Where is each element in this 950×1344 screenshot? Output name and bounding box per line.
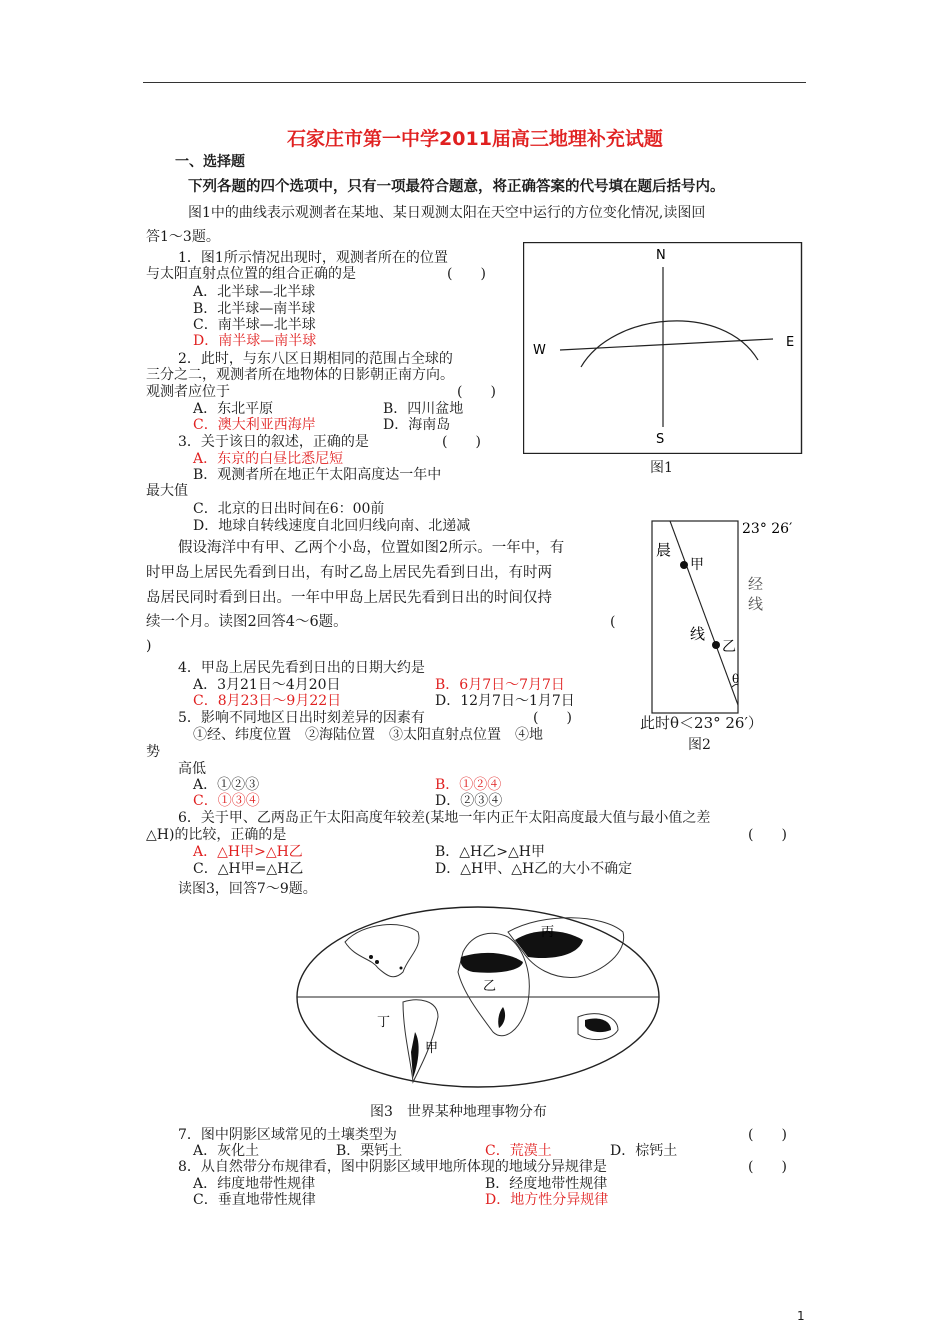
intro1-line1: 图1中的曲线表示观测者在某地、某日观测太阳在天空中运行的方位变化情况,读图回 <box>188 205 706 221</box>
fig1-south-label: S <box>656 432 665 447</box>
q2-line1: 2．此时，与东八区日期相同的范围占全球的 <box>178 351 453 367</box>
q3-option-b-line2: 最大值 <box>146 483 188 499</box>
q1-paren: ( ) <box>447 266 486 282</box>
q7-option-b: B．栗钙土 <box>336 1143 403 1159</box>
q6-option-d: D．△H甲、△H乙的大小不确定 <box>435 861 633 877</box>
q2-option-a: A．东北平原 <box>193 401 274 417</box>
fig1-east-label: E <box>786 335 795 350</box>
q6-line2: △H)的比较，正确的是 <box>146 827 287 843</box>
fig1-north-label: N <box>656 248 666 263</box>
q5-option-b: B．①②④ <box>435 777 502 793</box>
q5-option-c: C．①③④ <box>193 793 260 809</box>
figure-1 <box>523 242 803 454</box>
fig2-dawn-label: 晨 <box>656 541 672 559</box>
fig2-meridian-label-1: 经 <box>748 575 764 593</box>
q4-option-b: B．6月7日～7月7日 <box>435 677 565 693</box>
q7-option-a: A．灰化土 <box>193 1143 260 1159</box>
fig3-caption: 图3 世界某种地理事物分布 <box>370 1104 547 1120</box>
q8-paren: ( ) <box>748 1159 787 1175</box>
fig1-caption: 图1 <box>650 460 673 476</box>
q6-option-c: C．△H甲=△H乙 <box>193 861 304 877</box>
page-number: 1 <box>797 1309 805 1323</box>
q5-line4: 高低 <box>178 761 206 777</box>
q2-option-c: C．澳大利亚西海岸 <box>193 417 316 433</box>
q3-option-b-line1: B．观测者所在地正午太阳高度达一年中 <box>193 467 442 483</box>
q3-option-a: A．东京的白昼比悉尼短 <box>193 451 344 467</box>
header-rule <box>143 82 806 83</box>
intro2-line3: 岛居民同时看到日出。一年中甲岛上居民先看到日出的时间仅持 <box>146 590 552 606</box>
q5-line3: 势 <box>146 744 160 760</box>
q2-line2: 三分之二，观测者所在地物体的日影朝正南方向。 <box>146 367 454 383</box>
q3-paren: ( ) <box>442 434 481 450</box>
section-instruction: 下列各题的四个选项中，只有一项最符合题意，将正确答案的代号填在题后括号内。 <box>188 179 725 195</box>
fig3-yi-label: 乙 <box>483 979 497 994</box>
intro2-paren-close: ) <box>146 638 152 654</box>
q1-line1: 1．图1所示情况出现时，观测者所在的位置 <box>178 250 448 266</box>
q8-option-b: B．经度地带性规律 <box>485 1176 608 1192</box>
q5-paren: ( ) <box>533 710 572 726</box>
q2-paren: ( ) <box>457 384 496 400</box>
q7-option-c: C．荒漠土 <box>485 1143 552 1159</box>
q5-line1: 5．影响不同地区日出时刻差异的因素有 <box>178 710 425 726</box>
q4-option-c: C．8月23日～9月22日 <box>193 693 342 709</box>
q1-option-b: B．北半球—南半球 <box>193 301 316 317</box>
q4-option-d: D．12月7日～1月7日 <box>435 693 575 709</box>
intro2-line2: 时甲岛上居民先看到日出，有时乙岛上居民先看到日出，有时两 <box>146 565 552 581</box>
q2-line3: 观测者应位于 <box>146 384 230 400</box>
q2-option-d: D．海南岛 <box>383 417 451 433</box>
q8-option-a: A．纬度地带性规律 <box>193 1176 316 1192</box>
q6-paren: ( ) <box>748 827 787 843</box>
q1-option-a: A．北半球—北半球 <box>193 284 316 300</box>
intro3-line1: 读图3，回答7～9题。 <box>178 881 317 897</box>
q6-line1: 6．关于甲、乙两岛正午太阳高度年较差(某地一年内正午太阳高度最大值与最小值之差 <box>178 810 711 826</box>
q5-line2: ①经、纬度位置 ②海陆位置 ③太阳直射点位置 ④地 <box>193 727 543 743</box>
fig2-bottom-label: 此时θ＜23° 26′） <box>640 714 763 732</box>
fig2-caption: 图2 <box>688 737 711 753</box>
q7-line1: 7．图中阴影区域常见的土壤类型为 <box>178 1127 397 1143</box>
q1-option-c: C．南半球—北半球 <box>193 317 316 333</box>
q1-option-d: D．南半球—南半球 <box>193 333 317 349</box>
fig2-meridian-label-2: 线 <box>748 595 764 613</box>
fig3-jia-label: 甲 <box>425 1041 439 1056</box>
fig2-yi-label: 乙 <box>722 639 736 655</box>
figure-2 <box>640 515 810 735</box>
fig3-bing-label: 丙 <box>541 925 555 940</box>
q5-option-d: D．②③④ <box>435 793 503 809</box>
intro2-paren-open: ( <box>610 614 616 630</box>
q3-option-d: D．地球自转线速度自北回归线向南、北递减 <box>193 518 471 534</box>
fig3-ding-label: 丁 <box>377 1015 391 1030</box>
q5-option-a: A．①②③ <box>193 777 260 793</box>
fig2-theta-label: θ <box>732 672 740 686</box>
figure-3 <box>293 902 663 1094</box>
q6-option-a: A．△H甲>△H乙 <box>193 844 303 860</box>
q8-option-d: D．地方性分异规律 <box>485 1192 609 1208</box>
q4-line1: 4．甲岛上居民先看到日出的日期大约是 <box>178 660 425 676</box>
intro2-line4: 续一个月。读图2回答4～6题。 <box>146 614 348 630</box>
q3-line1: 3．关于该日的叙述，正确的是 <box>178 434 369 450</box>
fig2-jia-label: 甲 <box>690 557 704 573</box>
q2-option-b: B．四川盆地 <box>383 401 464 417</box>
q7-option-d: D．棕钙土 <box>610 1143 678 1159</box>
fig1-west-label: W <box>533 343 546 358</box>
q4-option-a: A．3月21日～4月20日 <box>193 677 341 693</box>
q3-option-c: C．北京的日出时间在6：00前 <box>193 501 385 517</box>
q8-line1: 8．从自然带分布规律看，图中阴影区域甲地所体现的地域分异规律是 <box>178 1159 607 1175</box>
intro2-line1: 假设海洋中有甲、乙两个小岛，位置如图2所示。一年中，有 <box>178 540 565 556</box>
fig2-line-label: 线 <box>690 625 706 643</box>
section-heading: 一、选择题 <box>175 154 245 170</box>
fig2-top-label: 23° 26′ <box>742 521 793 537</box>
q6-option-b: B．△H乙>△H甲 <box>435 844 545 860</box>
q1-line2: 与太阳直射点位置的组合正确的是 <box>146 266 356 282</box>
page-title: 石家庄市第一中学2011届高三地理补充试题 <box>287 128 663 150</box>
q7-paren: ( ) <box>748 1127 787 1143</box>
intro1-line2: 答1～3题。 <box>146 229 220 245</box>
q8-option-c: C．垂直地带性规律 <box>193 1192 316 1208</box>
